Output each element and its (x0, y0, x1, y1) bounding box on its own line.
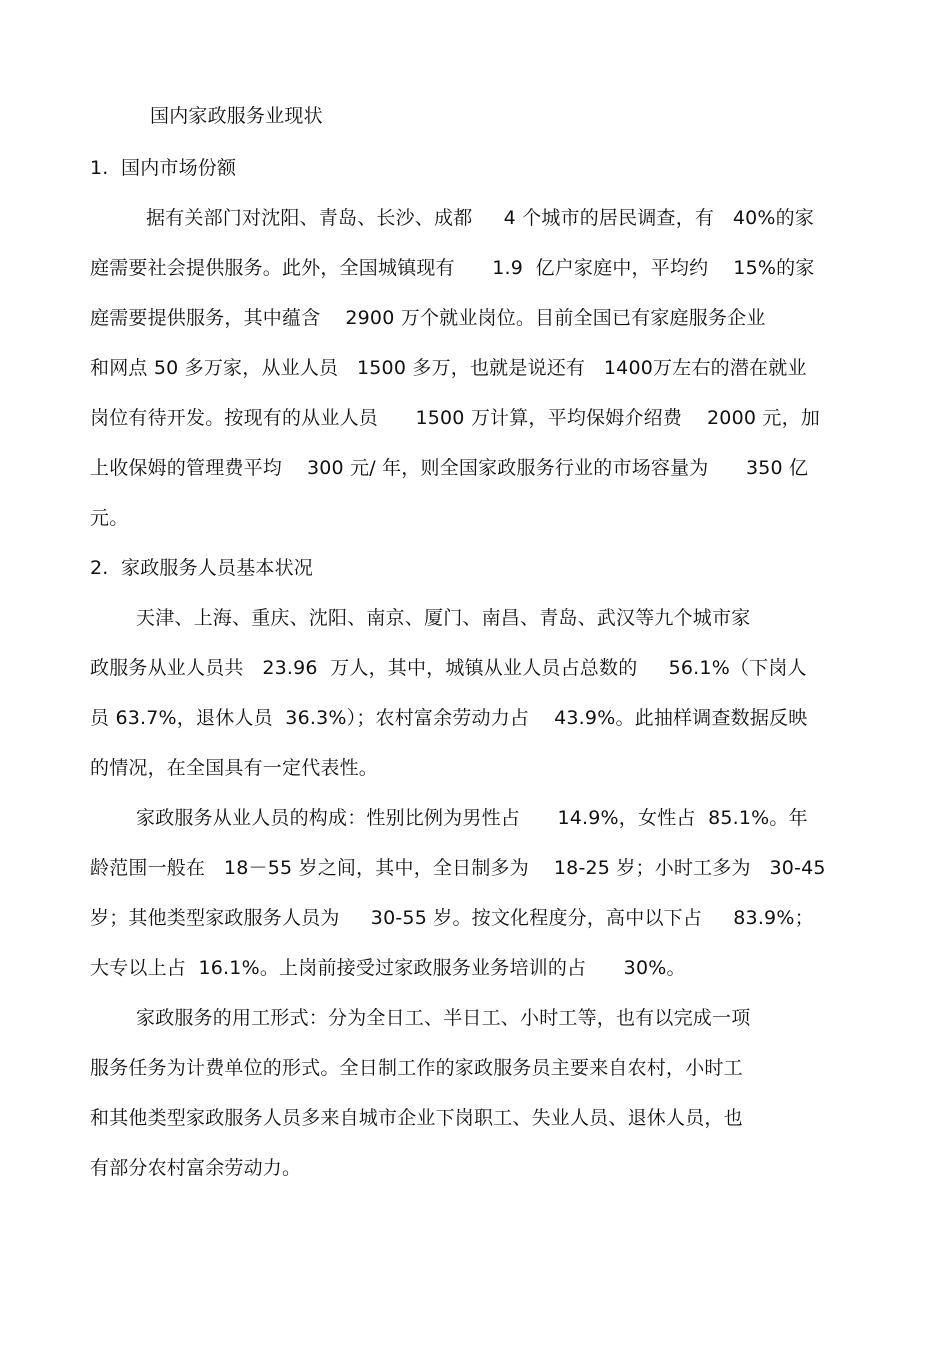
paragraph-line: 的情况，在全国具有一定代表性。 (90, 757, 379, 779)
paragraph-line: 庭需要社会提供服务。此外，全国城镇现有 1.9 亿户家庭中，平均约 15%的家 (90, 257, 815, 279)
paragraph-line: 和网点 50 多万家，从业人员 1500 多万，也就是说还有 1400万左右的潜在就业 (90, 357, 807, 379)
paragraph-line: 龄范围一般在 18－55 岁之间，其中，全日制多为 18-25 岁；小时工多为 30-45 (90, 857, 826, 879)
paragraph-line: 庭需要提供服务，其中蕴含 2900 万个就业岗位。目前全国已有家庭服务企业 (90, 307, 766, 329)
document-title: 国内家政服务业现状 (150, 105, 323, 127)
paragraph-line: 和其他类型家政服务人员多来自城市企业下岗职工、失业人员、退休人员，也 (90, 1107, 743, 1129)
section-heading-worker-status: 2. 家政服务人员基本状况 (90, 557, 314, 579)
paragraph-line: 有部分农村富余劳动力。 (90, 1157, 302, 1179)
paragraph-line: 据有关部门对沈阳、青岛、长沙、成都 4 个城市的居民调查，有 40%的家 (146, 207, 815, 229)
paragraph-line: 服务任务为计费单位的形式。全日制工作的家政服务员主要来自农村，小时工 (90, 1057, 743, 1079)
paragraph-line: 员 63.7%，退休人员 36.3%）；农村富余劳动力占 43.9%。此抽样调查数据反映 (90, 707, 808, 729)
paragraph-line: 天津、上海、重庆、沈阳、南京、厦门、南昌、青岛、武汉等九个城市家 (136, 607, 751, 629)
paragraph-line: 家政服务从业人员的构成：性别比例为男性占 14.9%，女性占 85.1%。年 (136, 807, 808, 829)
paragraph-line: 岁；其他类型家政服务人员为 30-55 岁。按文化程度分，高中以下占 83.9%； (90, 907, 814, 929)
paragraph-line: 家政服务的用工形式：分为全日工、半日工、小时工等，也有以完成一项 (136, 1007, 751, 1029)
paragraph-line: 元。 (90, 507, 129, 529)
paragraph-line: 大专以上占 16.1%。上岗前接受过家政服务业务培训的占 30%。 (90, 957, 686, 979)
paragraph-line: 岗位有待开发。按现有的从业人员 1500 万计算，平均保姆介绍费 2000 元，加 (90, 407, 820, 429)
paragraph-line: 上收保姆的管理费平均 300 元/ 年，则全国家政服务行业的市场容量为 350 亿 (90, 457, 809, 479)
section-heading-market-share: 1. 国内市场份额 (90, 157, 237, 179)
paragraph-line: 政服务从业人员共 23.96 万人，其中，城镇从业人员占总数的 56.1%（下岗人 (90, 657, 807, 679)
